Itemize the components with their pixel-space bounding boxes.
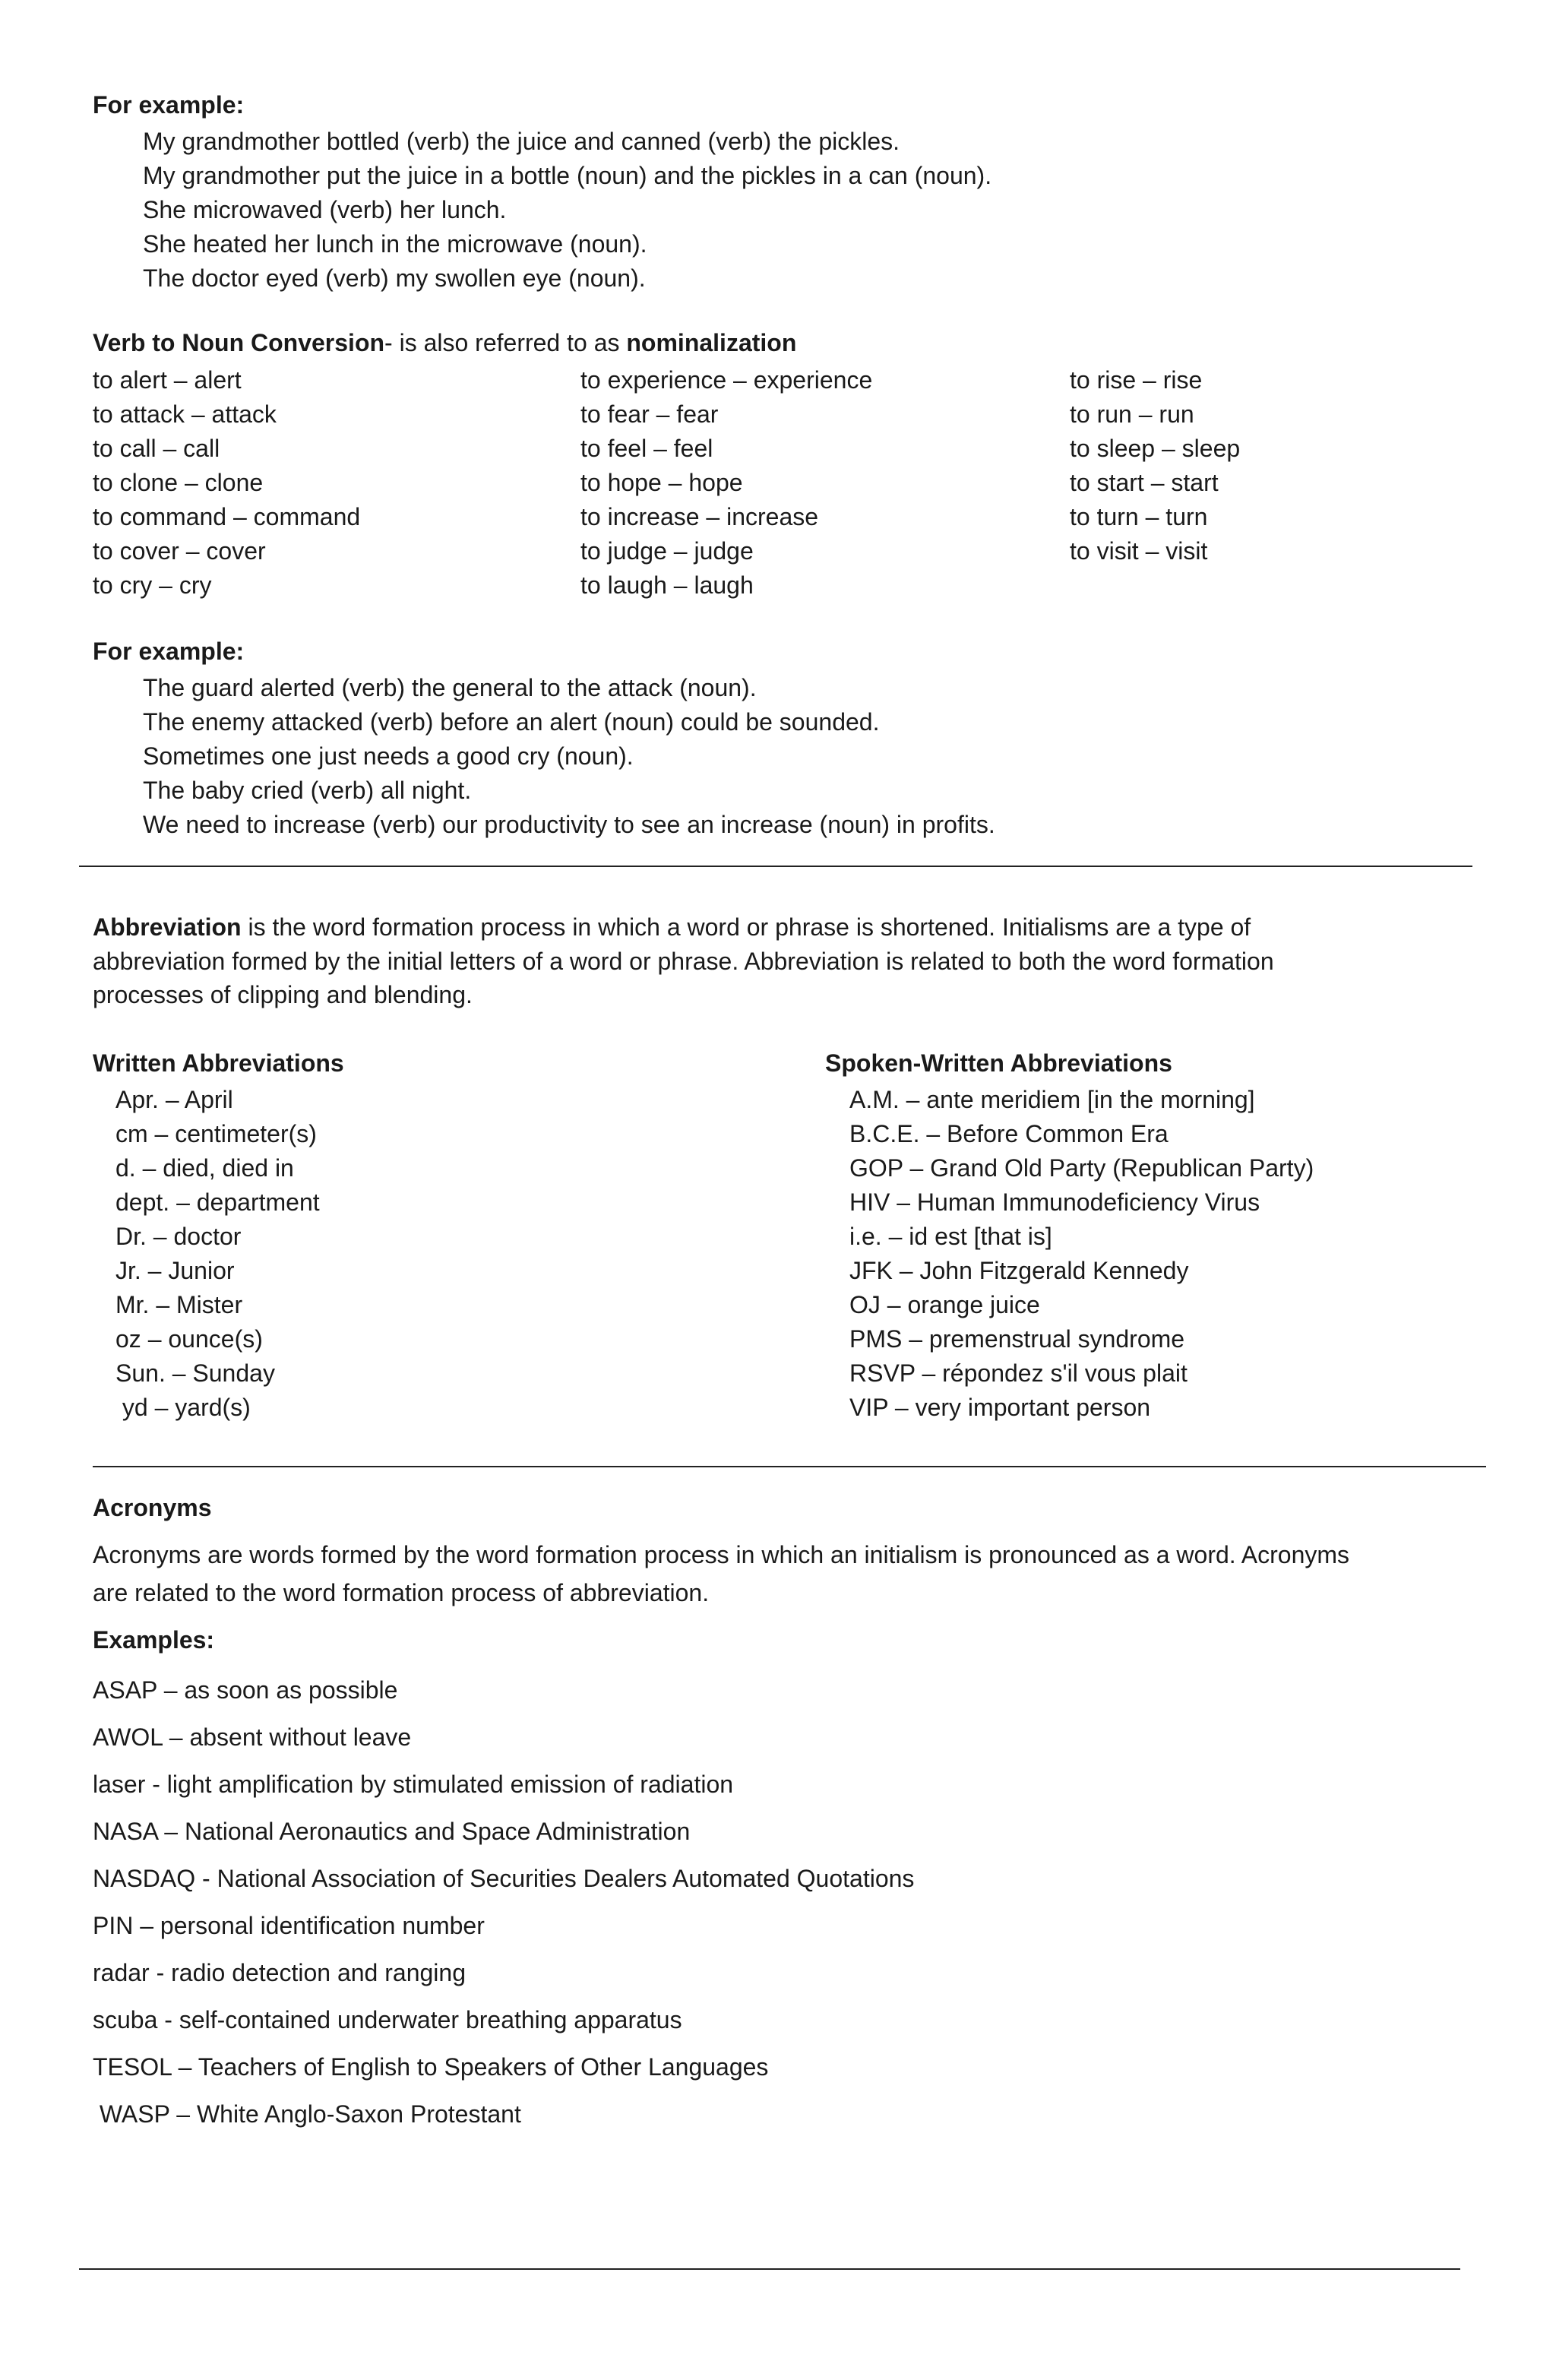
list-item: to turn – turn <box>1070 503 1208 530</box>
list-item: Dr. – doctor <box>115 1223 242 1250</box>
acronyms-line-1: Acronyms are words formed by the word formation process in which an initialism is pronounced as a word. Acronyms <box>93 1541 1350 1568</box>
conversion-column-3 <box>1070 363 1240 568</box>
list-item: GOP – Grand Old Party (Republican Party) <box>849 1154 1314 1182</box>
example2-heading: For example: <box>93 638 245 665</box>
abbreviation-line-1: Abbreviation is the word formation process in which a word or phrase is shortened. Initialisms are a type of <box>93 913 1251 941</box>
list-item: PIN – personal identification number <box>93 1912 485 1939</box>
list-item: to attack – attack <box>93 400 277 428</box>
list-item: NASA – National Aeronautics and Space Administration <box>93 1818 691 1845</box>
list-item: Mr. – Mister <box>115 1291 243 1318</box>
list-item: The baby cried (verb) all night. <box>143 777 472 804</box>
abbreviation-line-3: processes of clipping and blending. <box>93 981 473 1008</box>
list-item: dept. – department <box>115 1188 320 1216</box>
list-item: RSVP – répondez s'il vous plait <box>849 1359 1188 1387</box>
list-item: TESOL – Teachers of English to Speakers of Other Languages <box>93 2053 769 2081</box>
list-item: to clone – clone <box>93 469 264 496</box>
list-item: A.M. – ante meridiem [in the morning] <box>849 1086 1255 1113</box>
written-abbreviations-heading: Written Abbreviations <box>93 1049 344 1077</box>
list-item: AWOL – absent without leave <box>93 1723 412 1751</box>
conversion-title: Verb to Noun Conversion- is also referred to as nominalization <box>93 329 797 356</box>
list-item: oz – ounce(s) <box>115 1325 263 1353</box>
conversion-column-1 <box>93 363 360 603</box>
acronyms-line-2: are related to the word formation process of abbreviation. <box>93 1579 710 1606</box>
list-item: to sleep – sleep <box>1070 435 1241 462</box>
list-item: B.C.E. – Before Common Era <box>849 1120 1169 1147</box>
list-item: to run – run <box>1070 400 1194 428</box>
list-item: My grandmother bottled (verb) the juice and canned (verb) the pickles. <box>143 128 900 155</box>
list-item: The doctor eyed (verb) my swollen eye (noun). <box>143 264 646 292</box>
spoken-abbreviations-list <box>849 1083 1314 1425</box>
list-item: to command – command <box>93 503 361 530</box>
list-item: She microwaved (verb) her lunch. <box>143 196 507 223</box>
acronyms-list <box>93 1666 914 2138</box>
list-item: to cry – cry <box>93 571 212 599</box>
example2-sentences <box>143 671 995 842</box>
list-item: to increase – increase <box>580 503 819 530</box>
list-item: to hope – hope <box>580 469 743 496</box>
list-item: ASAP – as soon as possible <box>93 1676 398 1704</box>
section-divider <box>93 1466 1486 1467</box>
list-item: to fear – fear <box>580 400 719 428</box>
spoken-abbreviations-heading: Spoken-Written Abbreviations <box>825 1049 1172 1077</box>
list-item: PMS – premenstrual syndrome <box>849 1325 1185 1353</box>
list-item: scuba - self-contained underwater breathing apparatus <box>93 2006 682 2033</box>
list-item: Apr. – April <box>115 1086 233 1113</box>
list-item: yd – yard(s) <box>115 1394 251 1421</box>
list-item: VIP – very important person <box>849 1394 1151 1421</box>
list-item: to rise – rise <box>1070 366 1203 394</box>
list-item: HIV – Human Immunodeficiency Virus <box>849 1188 1260 1216</box>
example1-sentences <box>143 125 991 296</box>
list-item: radar - radio detection and ranging <box>93 1959 466 1986</box>
written-abbreviations-list <box>115 1083 320 1425</box>
list-item: to feel – feel <box>580 435 713 462</box>
conversion-column-2 <box>580 363 872 603</box>
list-item: The enemy attacked (verb) before an alert (noun) could be sounded. <box>143 708 880 736</box>
example1-heading: For example: <box>93 91 245 119</box>
list-item: Jr. – Junior <box>115 1257 235 1284</box>
list-item: JFK – John Fitzgerald Kennedy <box>849 1257 1189 1284</box>
list-item: Sometimes one just needs a good cry (noun). <box>143 742 634 770</box>
list-item: cm – centimeter(s) <box>115 1120 317 1147</box>
list-item: to experience – experience <box>580 366 873 394</box>
list-item: to laugh – laugh <box>580 571 754 599</box>
list-item: to judge – judge <box>580 537 754 565</box>
section-divider <box>79 866 1472 867</box>
list-item: to start – start <box>1070 469 1219 496</box>
list-item: to cover – cover <box>93 537 266 565</box>
list-item: i.e. – id est [that is] <box>849 1223 1052 1250</box>
list-item: My grandmother put the juice in a bottle (noun) and the pickles in a can (noun). <box>143 162 992 189</box>
list-item: to visit – visit <box>1070 537 1208 565</box>
list-item: OJ – orange juice <box>849 1291 1040 1318</box>
list-item: to call – call <box>93 435 220 462</box>
list-item: to alert – alert <box>93 366 242 394</box>
list-item: Sun. – Sunday <box>115 1359 275 1387</box>
list-item: d. – died, died in <box>115 1154 294 1182</box>
footer-divider <box>79 2268 1460 2270</box>
list-item: NASDAQ - National Association of Securities Dealers Automated Quotations <box>93 1865 915 1892</box>
list-item: She heated her lunch in the microwave (noun). <box>143 230 647 258</box>
list-item: We need to increase (verb) our productivity to see an increase (noun) in profits. <box>143 811 995 838</box>
acronyms-heading: Acronyms <box>93 1494 212 1521</box>
list-item: The guard alerted (verb) the general to the attack (noun). <box>143 674 757 701</box>
examples-heading: Examples: <box>93 1626 215 1654</box>
list-item: laser - light amplification by stimulated emission of radiation <box>93 1771 734 1798</box>
abbreviation-line-2: abbreviation formed by the initial letters of a word or phrase. Abbreviation is related to both the word formation <box>93 948 1274 975</box>
list-item: WASP – White Anglo-Saxon Protestant <box>93 2100 521 2128</box>
